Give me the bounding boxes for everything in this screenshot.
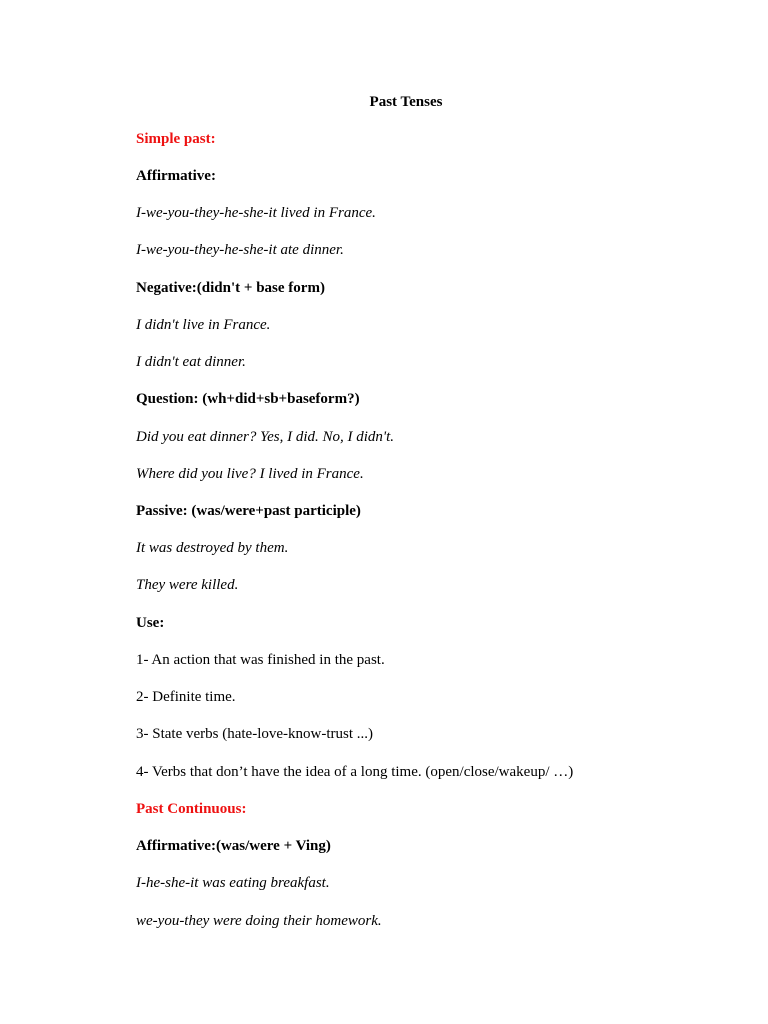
example-sentence: Did you eat dinner? Yes, I did. No, I didn't. (136, 429, 395, 445)
section-heading-simple-past: Simple past: (136, 131, 216, 147)
example-sentence: we-you-they were doing their homework. (136, 913, 382, 929)
example-sentence: It was destroyed by them. (136, 540, 289, 556)
example-sentence: They were killed. (136, 577, 239, 593)
use-item: 2- Definite time. (136, 689, 236, 705)
affirmative-label: Affirmative:(was/were + Ving) (136, 838, 331, 854)
use-item: 1- An action that was finished in the past. (136, 652, 385, 668)
example-sentence: I didn't live in France. (136, 317, 271, 333)
example-sentence: Where did you live? I lived in France. (136, 466, 364, 482)
affirmative-label: Affirmative: (136, 168, 216, 184)
example-sentence: I didn't eat dinner. (136, 354, 246, 370)
example-sentence: I-he-she-it was eating breakfast. (136, 875, 330, 891)
section-heading-past-continuous: Past Continuous: (136, 801, 247, 817)
example-sentence: I-we-you-they-he-she-it lived in France. (136, 205, 376, 221)
question-label: Question: (wh+did+sb+baseform?) (136, 391, 360, 407)
use-item: 3- State verbs (hate-love-know-trust ...) (136, 726, 374, 742)
example-sentence: I-we-you-they-he-she-it ate dinner. (136, 242, 344, 258)
negative-label: Negative:(didn't + base form) (136, 280, 325, 296)
use-label: Use: (136, 615, 165, 631)
passive-label: Passive: (was/were+past participle) (136, 503, 361, 519)
use-item: 4- Verbs that don’t have the idea of a long time. (open/close/wakeup/ …) (136, 764, 574, 780)
page-title: Past Tenses (369, 94, 443, 110)
